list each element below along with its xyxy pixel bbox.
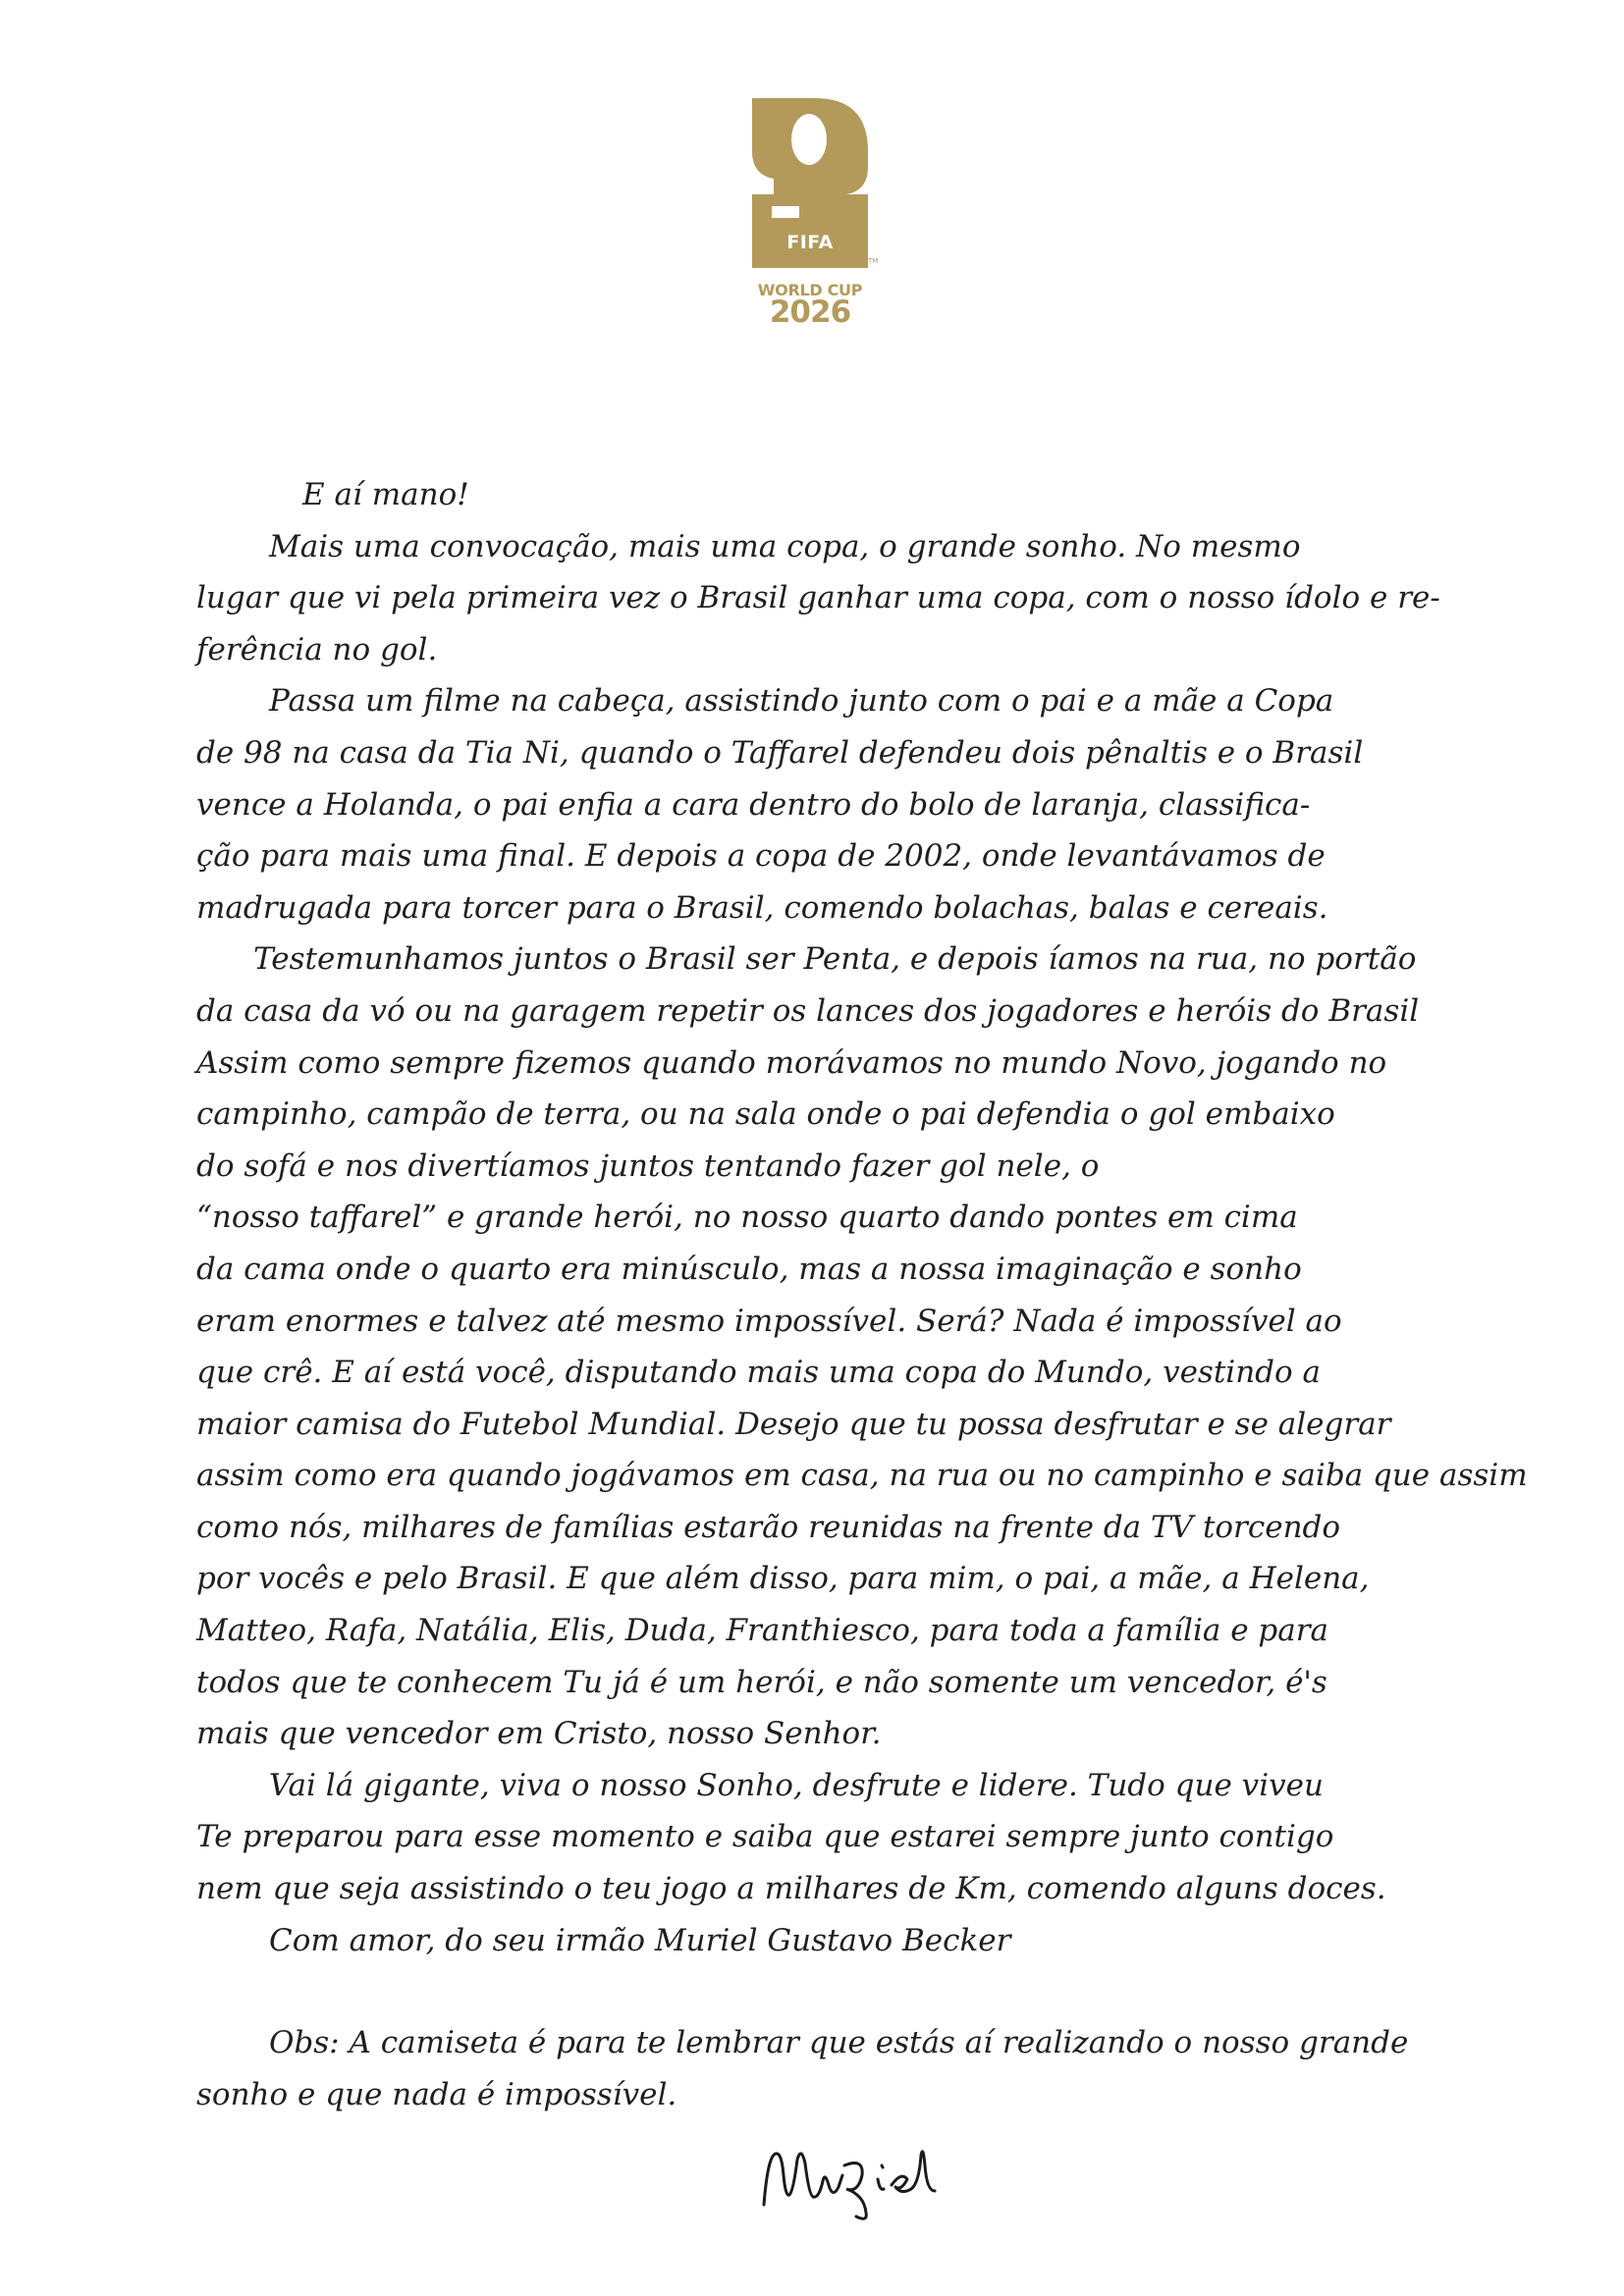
fifa-world-cup-2026-logo (752, 96, 880, 332)
letter-line: da casa da vó ou na garagem repetir os lances dos jogadores e heróis do Brasil (196, 992, 1420, 1029)
letter-line: da cama onde o quarto era minúsculo, mas a nossa imaginação e sonho (196, 1251, 1302, 1287)
letter-line: Assim como sempre fizemos quando morávamos no mundo Novo, jogando no (196, 1044, 1387, 1081)
letter-line: madrugada para torcer para o Brasil, comendo bolachas, balas e cereais. (196, 889, 1328, 926)
letter-line: nem que seja assistindo o teu jogo a milhares de Km, comendo alguns doces. (196, 1871, 1386, 1907)
letter-line: Passa um filme na cabeça, assistindo junto com o pai e a mãe a Copa (269, 683, 1334, 720)
logo-trademark: TM (868, 257, 879, 265)
letter-line: Matteo, Rafa, Natália, Elis, Duda, Franthiesco, para toda a família e para (196, 1613, 1329, 1649)
logo-event-text: WORLD CUP (757, 281, 863, 299)
handwritten-letter (196, 469, 1528, 2120)
letter-line: todos que te conhecem Tu já é um herói, e não somente um vencedor, é's (196, 1664, 1327, 1700)
letter-line: do sofá e nos divertíamos juntos tentando fazer gol nele, o (196, 1148, 1100, 1184)
letter-line: vence a Holanda, o pai enfia a cara dentro do bolo de laranja, classifica- (196, 786, 1311, 823)
letter-greeting: E aí mano! (302, 477, 469, 512)
letter-line: “nosso taffarel” e grande herói, no nosso quarto dando pontes em cima (196, 1200, 1298, 1236)
letter-line: de 98 na casa da Tia Ni, quando o Taffarel defendeu dois pênaltis e o Brasil (196, 734, 1364, 771)
letter-postscript-line: Obs: A camiseta é para te lembrar que estás aí realizando o nosso grande (269, 2025, 1409, 2061)
spacer (196, 1966, 1453, 2017)
letter-line: que crê. E aí está você, disputando mais uma copa do Mundo, vestindo a (196, 1355, 1322, 1391)
letter-line: por vocês e pelo Brasil. E que além disso, para mim, o pai, a mãe, a Helena, (196, 1561, 1370, 1597)
letter-line: Vai lá gigante, viva o nosso Sonho, desfrute e lidere. Tudo que viveu (269, 1767, 1324, 1803)
signature-icon (754, 2136, 950, 2224)
letter-line: maior camisa do Futebol Mundial. Desejo que tu possa desfrutar e se alegrar (196, 1406, 1391, 1442)
logo-year-text: 2026 (769, 294, 851, 330)
letter-line: mais que vencedor em Cristo, nosso Senhor. (196, 1716, 882, 1752)
letter-line: como nós, milhares de famílias estarão reunidas na frente da TV torcendo (196, 1509, 1341, 1545)
letter-line: ção para mais uma final. E depois a copa de 2002, onde levantávamos de (196, 838, 1326, 875)
letter-postscript-line: sonho e que nada é impossível. (196, 2076, 677, 2112)
letter-line: campinho, campão de terra, ou na sala onde o pai defendia o gol embaixo (196, 1096, 1335, 1133)
letter-line: ferência no gol. (196, 631, 438, 667)
letter-line: eram enormes e talvez até mesmo impossível. Será? Nada é impossível ao (196, 1303, 1342, 1339)
letter-line: Te preparou para esse momento e saiba que estarei sempre junto contigo (196, 1819, 1334, 1855)
letter-closing: Com amor, do seu irmão Muriel Gustavo Becker (269, 1922, 1011, 1958)
logo-fifa-text: FIFA (786, 232, 834, 253)
letter-line: Mais uma convocação, mais uma copa, o grande sonho. No mesmo (269, 528, 1301, 564)
letter-line: lugar que vi pela primeira vez o Brasil ganhar uma copa, com o nosso ídolo e re- (196, 580, 1440, 616)
letter-line: Testemunhamos juntos o Brasil ser Penta, e depois íamos na rua, no portão (253, 941, 1417, 978)
handwritten-signature (754, 2136, 950, 2224)
letter-line: assim como era quando jogávamos em casa, na rua ou no campinho e saiba que assim (196, 1458, 1528, 1494)
